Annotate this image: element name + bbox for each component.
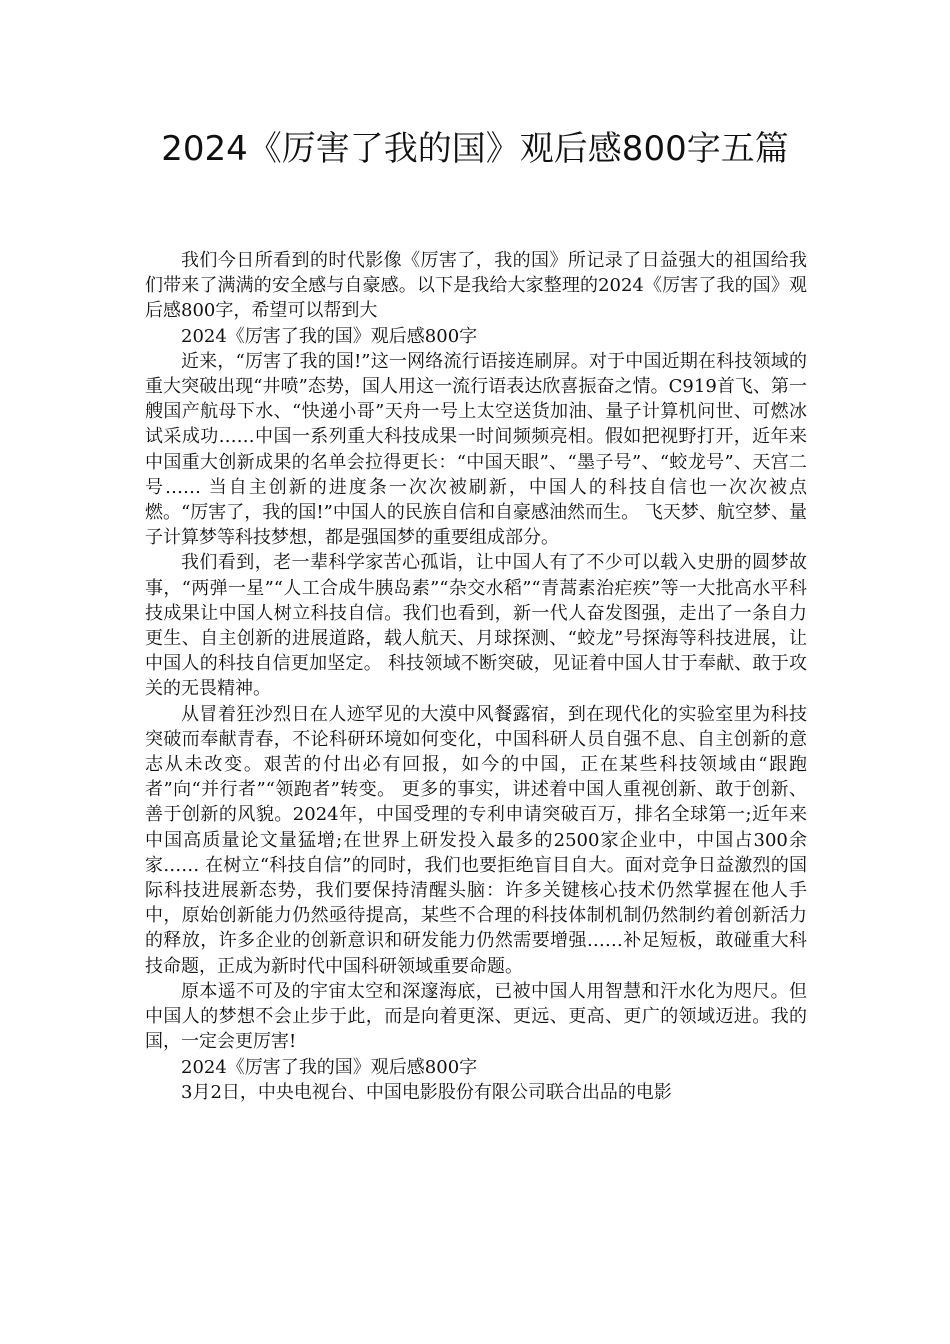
section-heading: 2024《厉害了我的国》观后感800字 — [181, 1056, 478, 1078]
section-heading: 2024《厉害了我的国》观后感800字 — [181, 325, 478, 347]
paragraph: 从冒着狂沙烈日在人迹罕见的大漠中风餐露宿，到在现代化的实验室里为科技突破而奉献青春，不论科研环境如何变化，中国科研人员自强不息、自主创新的意志从未改变。艰苦的付出必有回报，如今的中国，正在某些科技领域由“跟跑者”向“并行者”“领跑者”转变。 更多的事实，讲述着中国人重视创新、敢于创新、善于创新的风貌。2024年，中国受理的专利申请突破百万，排名全球第一;近年来中国高质量论文量猛增;在世界上研发投入最多的2500家企业中，中国占300余家…… 在树立“科技自信”的同时，我们也要拒绝盲目自大。面对竞争日益激烈的国际科技进展新态势，我们要保持清醒头脑：许多关键核心技术仍然掌握在他人手中，原始创新能力仍然亟待提高，某些不合理的科技体制机制仍然制约着创新活力的释放，许多企业的创新意识和研发能力仍然需要增强……补足短板，敢碰重大科技命题，正成为新时代中国科研领域重要命题。 — [145, 703, 807, 977]
document-title: 2024《厉害了我的国》观后感800字五篇 — [161, 129, 789, 169]
paragraph: 原本遥不可及的宇宙太空和深邃海底，已被中国人用智慧和汗水化为咫尺。但中国人的梦想不会止步于此，而是向着更深、更远、更高、更广的领域迈进。我的国，一定会更厉害! — [145, 980, 807, 1053]
paragraph: 我们看到，老一辈科学家苦心孤诣，让中国人有了不少可以载入史册的圆梦故事，“两弹一星”“人工合成牛胰岛素”“杂交水稻”“青蒿素治疟疾”等一大批高水平科技成果让中国人树立科技自信。我们也看到，新一代人奋发图强，走出了一条自力更生、自主创新的进展道路，载人航天、月球探测、“蛟龙”号探海等科技进展，让中国人的科技自信更加坚定。 科技领域不断突破，见证着中国人甘于奉献、敢于攻关的无畏精神。 — [145, 552, 807, 700]
paragraph: 近来，“厉害了我的国!”这一网络流行语接连刷屏。对于中国近期在科技领域的重大突破出现“井喷”态势，国人用这一流行语表达欣喜振奋之情。C919首飞、第一艘国产航母下水、“快递小哥”天舟一号上太空送货加油、量子计算机问世、可燃冰试采成功……中国一系列重大科技成果一时间频频亮相。假如把视野打开，近年来中国重大创新成果的名单会拉得更长：“中国天眼”、“墨子号”、“蛟龙号”、天宫二号…… 当自主创新的进度条一次次被刷新，中国人的科技自信也一次次被点燃。“厉害了，我的国!”中国人的民族自信和自豪感油然而生。 飞天梦、航空梦、量子计算梦等科技梦想，都是强国梦的重要组成部分。 — [145, 350, 807, 549]
paragraph-intro: 我们今日所看到的时代影像《厉害了，我的国》所记录了日益强大的祖国给我们带来了满满的安全感与自豪感。以下是我给大家整理的2024《厉害了我的国》观后感800字，希望可以帮到大 — [145, 250, 807, 322]
document-body — [145, 248, 807, 1105]
paragraph: 3月2日，中央电视台、中国电影股份有限公司联合出品的电影 — [181, 1081, 672, 1103]
